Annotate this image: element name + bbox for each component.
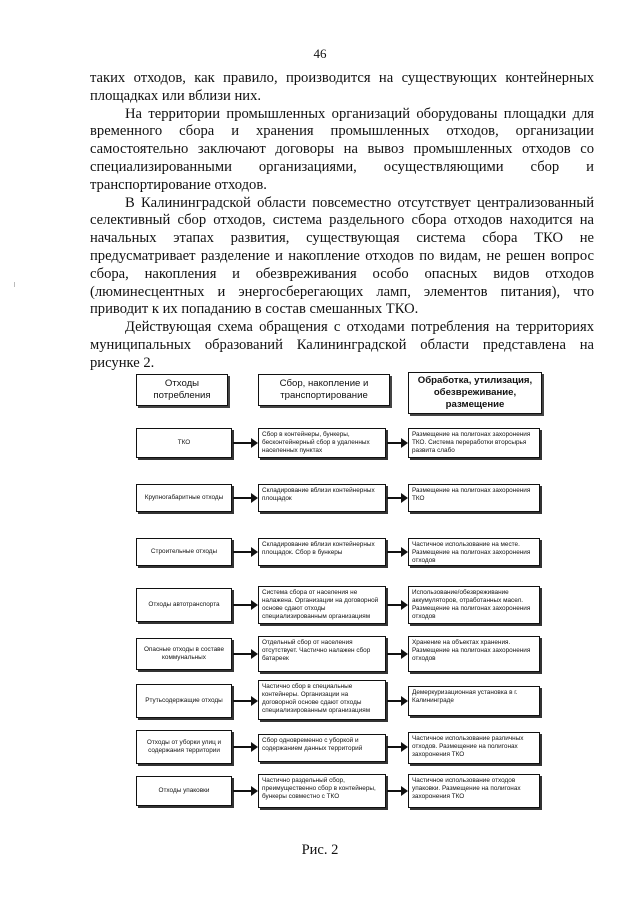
header-processing: Обработка, утилизация, обезвреживание, размещение xyxy=(408,372,542,414)
waste-box-vehicle: Отходы автотранспорта xyxy=(136,588,232,622)
arrow-icon xyxy=(233,746,252,748)
paragraph-continuation: таких отходов, как правило, производится на существующих контейнерных площадках или вблизи них. xyxy=(90,70,594,104)
collection-box-construction: Складирование вблизи контейнерных площадок. Сбор в бункеры xyxy=(258,538,386,566)
collection-box-vehicle: Система сбора от населения не налажена. Организации на договорной основе сдают отходы специализированным организациям xyxy=(258,586,386,624)
processing-box-hazardous: Хранение на объектах хранения. Размещение на полигонах захоронения отходов xyxy=(408,636,540,672)
processing-box-bulky: Размещение на полигонах захоронения ТКО xyxy=(408,484,540,512)
waste-box-construction: Строительные отходы xyxy=(136,538,232,566)
processing-box-vehicle: Использование/обезвреживание аккумуляторов, отработанных масел. Размещение на полигонах захоронения отходов xyxy=(408,586,540,624)
arrow-icon xyxy=(233,700,252,702)
collection-box-packaging: Частично раздельный сбор, преимущественно сбор в контейнеры, бункеры совместно с ТКО xyxy=(258,774,386,808)
body-text xyxy=(90,70,594,373)
arrow-icon xyxy=(387,700,402,702)
header-collection: Сбор, накопление и транспортирование xyxy=(258,374,390,406)
collection-box-mercury: Частично сбор в специальные контейнеры. Организации на договорной основе сдают отходы специализированным организациям xyxy=(258,680,386,720)
paragraph-kaliningrad-collection: В Калининградской области повсеместно отсутствует централизованный селективный сбор отходов, система раздельного сбора отходов находится на начальных этапах развития, существующая система сбора ТКО не предусматривает разделение и накопление отходов по видам, не решен вопрос сбора, накопления и обезвреживания особо опасных видов отходов (люминесцентных и энергосберегающих ламп, элементов питания), что приводит к их попаданию в состав смешанных ТКО. xyxy=(90,194,594,318)
arrow-icon xyxy=(387,497,402,499)
processing-box-packaging: Частичное использование отходов упаковки. Размещение на полигонах захоронения ТКО xyxy=(408,774,540,808)
paragraph-scheme-reference: Действующая схема обращения с отходами потребления на территориях муниципальных образований Калининградской области представлена на рисунке 2. xyxy=(90,319,594,371)
arrow-icon xyxy=(233,604,252,606)
collection-box-tko: Сбор в контейнеры, бункеры, бесконтейнерный сбор в удаленных населенных пунктах xyxy=(258,428,386,458)
processing-box-street: Частичное использование различных отходов. Размещение на полигонах захоронения ТКО xyxy=(408,732,540,764)
arrow-icon xyxy=(233,551,252,553)
scan-mark xyxy=(14,282,15,287)
figure-caption: Рис. 2 xyxy=(301,842,339,858)
collection-box-bulky: Складирование вблизи контейнерных площадок xyxy=(258,484,386,512)
processing-box-construction: Частичное использование на месте. Размещение на полигонах захоронения отходов xyxy=(408,538,540,566)
waste-box-bulky: Крупногабаритные отходы xyxy=(136,484,232,512)
waste-flow-diagram xyxy=(132,372,544,832)
paragraph-industrial-waste: На территории промышленных организаций оборудованы площадки для временного сбора и хранения промышленных отходов, организации самостоятельно заключают договоры на вывоз промышленных отходов со специализированными организациями, осуществляющими сбор и транспортирование отходов. xyxy=(90,105,594,193)
header-waste: Отходы потребления xyxy=(136,374,228,406)
processing-box-mercury: Демеркуризационная установка в г. Калининграде xyxy=(408,686,540,716)
waste-box-packaging: Отходы упаковки xyxy=(136,776,232,806)
arrow-icon xyxy=(387,551,402,553)
arrow-icon xyxy=(387,790,402,792)
page-number: 46 xyxy=(313,46,327,61)
arrow-icon xyxy=(387,442,402,444)
collection-box-street: Сбор одновременно с уборкой и содержанием данных территорий xyxy=(258,734,386,762)
waste-box-tko: ТКО xyxy=(136,428,232,458)
arrow-icon xyxy=(233,790,252,792)
collection-box-hazardous: Отдельный сбор от населения отсутствует. Частично налажен сбор батареек xyxy=(258,636,386,672)
arrow-icon xyxy=(233,442,252,444)
arrow-icon xyxy=(233,497,252,499)
arrow-icon xyxy=(387,604,402,606)
arrow-icon xyxy=(387,746,402,748)
processing-box-tko: Размещение на полигонах захоронения ТКО. Система переработки вторсырья развита слабо xyxy=(408,428,540,458)
waste-box-mercury: Ртутьсодержащие отходы xyxy=(136,684,232,718)
arrow-icon xyxy=(233,653,252,655)
arrow-icon xyxy=(387,653,402,655)
waste-box-street: Отходы от уборки улиц и содержания территории xyxy=(136,730,232,764)
waste-box-hazardous: Опасные отходы в составе коммунальных xyxy=(136,638,232,670)
